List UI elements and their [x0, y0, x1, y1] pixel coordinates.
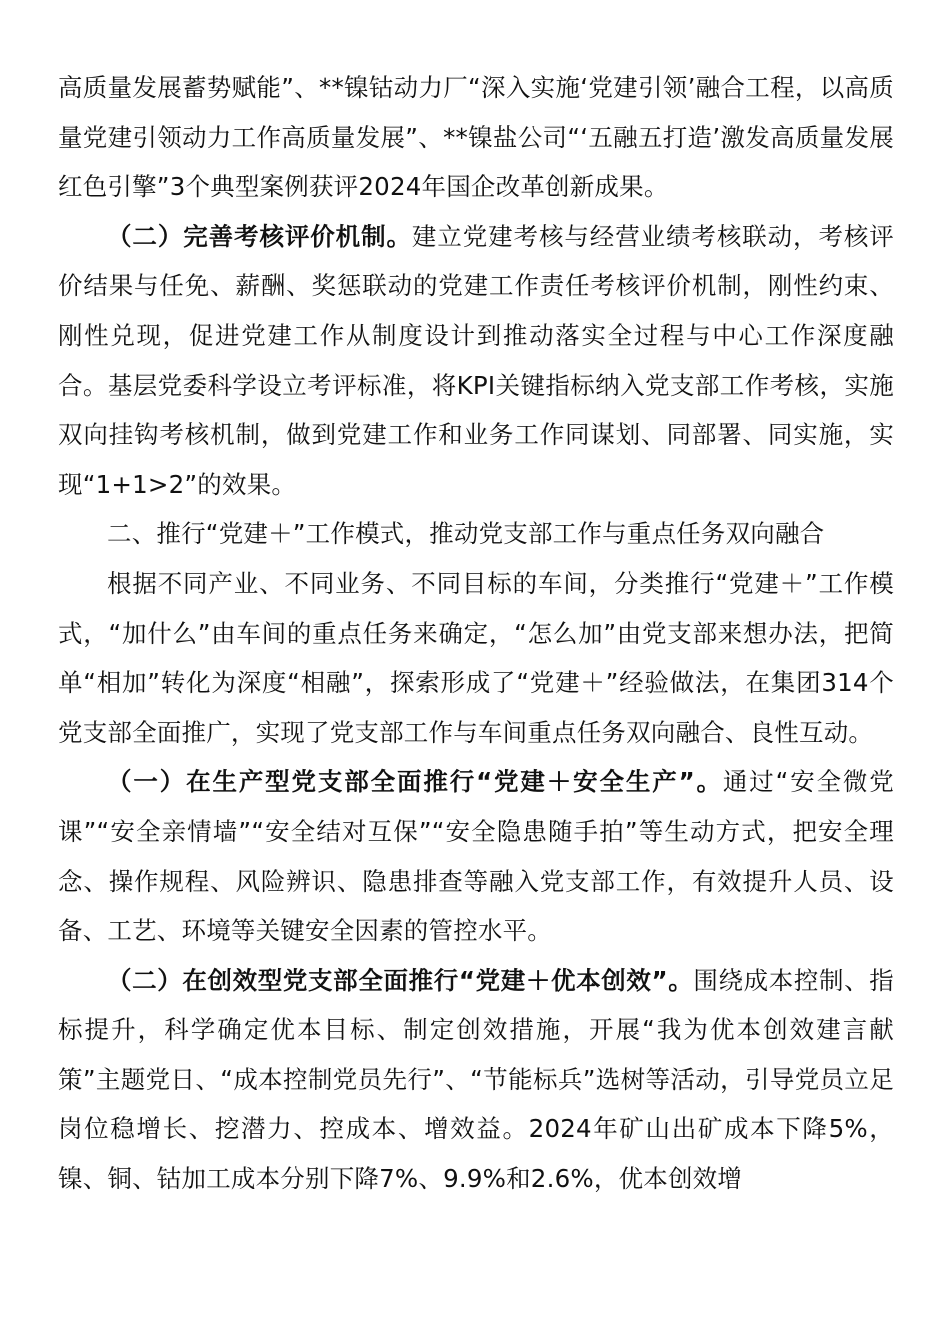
paragraph-1: [58, 63, 894, 212]
paragraph-1-text: 高质量发展蓄势赋能”、**镍钴动力厂“深入实施‘党建引领’融合工程，以高质量党建引领动力工作高质量发展”、**镍盐公司“‘五融五打造’激发高质量发展红色引擎”3个典型案例获评2024年国企改革创新成果。: [58, 73, 894, 202]
section-heading-2: [58, 509, 894, 559]
paragraph-2: [58, 212, 894, 510]
paragraph-4: [58, 559, 894, 757]
paragraph-4-text: 根据不同产业、不同业务、不同目标的车间，分类推行“党建＋”工作模式，“加什么”由车间的重点任务来确定，“怎么加”由党支部来想办法，把简单“相加”转化为深度“相融”，探索形成了“党建＋”经验做法，在集团314个党支部全面推广，实现了党支部工作与车间重点任务双向融合、良性互动。: [58, 568, 894, 747]
paragraph-6-text: 围绕成本控制、指标提升，科学确定优本目标、制定创效措施，开展“我为优本创效建言献策”主题党日、“成本控制党员先行”、“节能标兵”选树等活动，引导党员立足岗位稳增长、挖潜力、控成本、增效益。2024年矿山出矿成本下降5%，镍、铜、钴加工成本分别下降7%、9.9%和2.6%，优本创效增: [58, 965, 894, 1194]
paragraph-2-heading: （二）完善考核评价机制。: [107, 221, 412, 251]
paragraph-5-text: 通过“安全微党课”“安全亲情墙”“安全结对互保”“安全隐患随手拍”等生动方式，把安全理念、操作规程、风险辨识、隐患排查等融入党支部工作，有效提升人员、设备、工艺、环境等关键安全因素的管控水平。: [58, 767, 894, 946]
paragraph-5: [58, 757, 894, 955]
paragraph-5-heading: （一）在生产型党支部全面推行“党建＋安全生产”。: [107, 767, 723, 797]
paragraph-6-heading: （二）在创效型党支部全面推行“党建＋优本创效”。: [107, 965, 694, 995]
paragraph-6: [58, 956, 894, 1204]
section-heading-2-text: 二、推行“党建＋”工作模式，推动党支部工作与重点任务双向融合: [107, 519, 825, 549]
document-page: [58, 63, 894, 1204]
paragraph-2-text: 建立党建考核与经营业绩考核联动，考核评价结果与任免、薪酬、奖惩联动的党建工作责任考核评价机制，刚性约束、刚性兑现，促进党建工作从制度设计到推动落实全过程与中心工作深度融合。基层党委科学设立考评标准，将KPI关键指标纳入党支部工作考核，实施双向挂钩考核机制，做到党建工作和业务工作同谋划、同部署、同实施，实现“1+1>2”的效果。: [58, 221, 894, 499]
